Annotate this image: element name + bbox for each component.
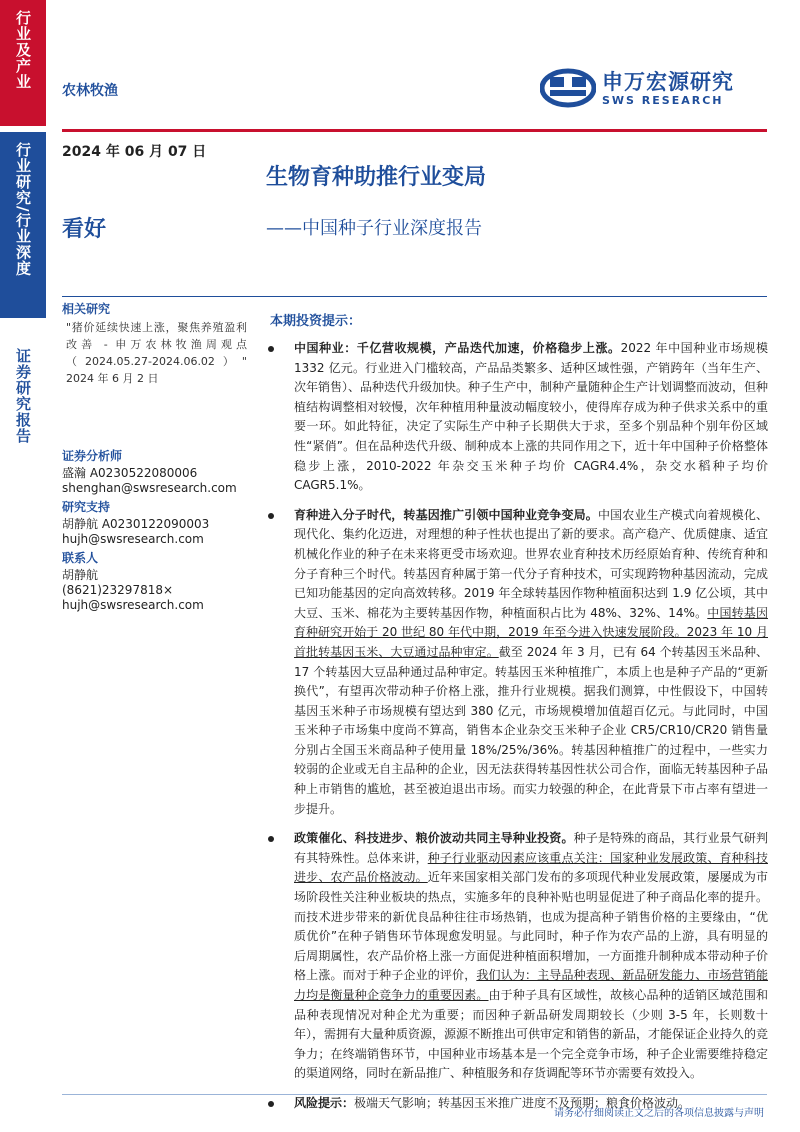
sidebar xyxy=(0,0,58,1132)
bullet-text: 种子是特殊的商品，其行业景气研判有其特殊性。总体来讲， xyxy=(294,831,768,865)
rating-label: 看好 xyxy=(62,217,107,242)
bullet-industry-overview xyxy=(266,339,768,496)
sidebar-block-research xyxy=(0,132,46,318)
bullet-text: 截至 2024 年 3 月，已有 64 个转基因玉米品种、17 个转基因大豆品种通过品种审定。转基因玉米种植推广，本质上也是种子产品的“更新换代”，有望再次带动种子价格上涨，推升行业规模。据我们测算，中性假设下，中国转基因玉米种子市场规模有望达到 380 亿元，市场规模增加值超百亿元。与此同时，中国玉米种子市场集中度尚不算高，销售本企业杂交玉米种子企业 CR5/CR10/CR20 销售量分别占全国玉米商品种子使用量 18%/25%/36%。转基因种植推广的过程中，一些实力较弱的企业或无自主品种的企业，因无法获得转基因性状公司合作，面临无转基因种子品种上市销售的尴尬，甚至被迫退出市场。而实力较强的种企，在此背景下市占率有望进一步提升。 xyxy=(294,644,768,816)
support-email[interactable]: hujh@swsresearch.com xyxy=(62,532,204,546)
contact-phone: (8621)23297818× xyxy=(62,583,174,597)
title-divider xyxy=(62,296,767,297)
header-divider xyxy=(62,129,767,132)
bullet-underlined-text: 我们认为：主导品种表现、新品研发能力、市场营销能力均是衡量种企竞争力的重要因素。 xyxy=(294,968,768,1002)
footer-disclaimer-link[interactable]: 请务必仔细阅读正文之后的各项信息披露与声明 xyxy=(554,1108,764,1119)
sidebar-block-research-label: 行业研究/行业深度 xyxy=(14,142,32,277)
bullet-lead: 政策催化、科技进步、粮价波动共同主导种业投资。 xyxy=(294,831,574,846)
bullet-dot-icon xyxy=(268,346,274,352)
logo-text-en: SWS RESEARCH xyxy=(602,93,724,107)
bullet-text: 中国农业生产模式向着规模化、现代化、集约化迈进，对理想的种子性状也提出了新的要求。高产稳产、优质健康、适宜机械化作业的种子在未来将更受市场欢迎。世界农业育种技术历经原始育种、传统育种和分子育种三个时代。转基因育种属于第一代分子育种技术，可实现跨物种基因流动，完成已知功能基因的定向高效转移。2019 年全球转基因作物种植面积达到 1.9 亿公顷，其中大豆、玉米、棉花为主要转基因作物，种植面积占比为 48%、32%、14%。 xyxy=(294,507,768,620)
bullet-dot-icon xyxy=(268,1101,274,1107)
bullet-gmo-breeding xyxy=(266,506,768,820)
bullet-dot-icon xyxy=(268,836,274,842)
main-content xyxy=(266,310,768,1124)
contact-heading: 联系人 xyxy=(62,551,99,565)
bullet-underlined-text: 种子行业驱动因素应该重点关注：国家种业发展政策、育种科技进步、农产品价格波动。 xyxy=(294,850,768,885)
analyst-name: 盛瀚 A0230522080006 xyxy=(62,466,198,480)
bullet-text: 2022 年中国种业市场规模 1332 亿元。行业进入门槛较高，产品品类繁多、适种区域性强，产销跨年（当年生产、次年销售）、品种迭代升级加快。种子生产中，制种产量随种企生产计划调整而波动，但种植结构调整相对较慢，次年种植用种量波动幅度较小，使得库存成为种子供求关系中的重要一环。如此特征，决定了实际生产中种子长期供大于求，至多个别品种个别年份区域性“紧俏”。但在品种迭代升级、制种成本上涨的共同作用之下，近十年中国种子价格整体稳步上涨，2010-2022 年杂交玉米种子均价 CAGR4.4%，杂交水稻种子均价 CAGR5.1%。 xyxy=(294,341,769,493)
logo-mark-icon xyxy=(540,68,596,108)
bullet-lead: 风险提示： xyxy=(294,1095,355,1110)
bullet-lead: 育种进入分子时代，转基因推广引领中国种业竞争变局。 xyxy=(294,507,598,522)
report-title: 生物育种助推行业变局 xyxy=(266,165,487,190)
bullet-dot-icon xyxy=(268,513,274,519)
contact-name: 胡静航 xyxy=(62,568,99,582)
sidebar-block-report xyxy=(0,324,46,1132)
support-heading: 研究支持 xyxy=(62,500,111,514)
bullet-text: 近年来国家相关部门发布的多项现代种业发展政策，屡屡成为市场阶段性关注种业板块的热点，实施多年的良种补贴也明显促进了种子商品化率的提升。而技术进步带来的新优良品种往往市场热销，也成为提高种子销售价格的主要缘由，“优质优价”在种子销售环节体现愈发明显。与此同时，种子作为农产品的上游，具有明显的后周期属性，农产品价格上涨一方面促进种植面积增加，一方面推升制种成本带动种子价格上涨。而对于种子企业的评价， xyxy=(294,870,768,983)
logo-text-cn: 申万宏源研究 xyxy=(602,69,734,94)
analyst-email[interactable]: shenghan@swsresearch.com xyxy=(62,481,237,495)
support-name: 胡静航 A0230122090003 xyxy=(62,517,210,531)
sidebar-block-industry-label: 行业及产业 xyxy=(14,10,32,90)
footer-divider xyxy=(62,1094,767,1095)
related-research-heading: 相关研究 xyxy=(62,302,111,316)
related-research-link[interactable]: "猪价延续快速上涨，聚焦养殖盈利改善 - 申万农林牧渔周观点（2024.05.27-2024.06.02）" 2024 年 6 月 2 日 xyxy=(66,321,247,385)
sidebar-block-industry xyxy=(0,0,46,126)
contact-email[interactable]: hujh@swsresearch.com xyxy=(62,598,204,612)
sidebar-block-report-label: 证券研究报告 xyxy=(14,348,32,444)
bullet-investment-drivers xyxy=(266,829,768,1084)
bullet-text: 极端天气影响；转基因玉米推广进度不及预期；粮食价格波动。 xyxy=(354,1095,691,1110)
bullet-lead: 中国种业：千亿营收规模，产品迭代加速，价格稳步上涨。 xyxy=(294,341,621,355)
company-logo xyxy=(540,68,734,108)
analyst-heading: 证券分析师 xyxy=(62,449,123,463)
bullet-underlined-text: 中国转基因育种研究开始于 20 世纪 80 年代中期，2019 年至今进入快速发展阶段。2023 年 10 月首批转基因玉米、大豆通过品种审定。 xyxy=(294,605,768,659)
report-date: 2024 年 06 月 07 日 xyxy=(62,144,207,160)
sector-label: 农林牧渔 xyxy=(62,83,118,99)
left-column xyxy=(62,302,247,613)
section-title: 本期投资提示： xyxy=(270,314,362,329)
bullet-text: 由于种子具有区域性，故核心品种的适销区域范围和品种表现情况对种企尤为重要；而因种子新品研发周期较长（少则 3-5 年，长则数十年），需拥有大量种质资源，源源不断推出可供审定和销售的新品，才能保证企业持久的竞争力；在终端销售环节，中国种业市场基本是一个完全竞争市场，种子企业需要维持稳定的渠道网络，同时在新品推广、种植服务和存货调配等环节亦需要有效投入。 xyxy=(294,988,769,1081)
report-subtitle: ——中国种子行业深度报告 xyxy=(266,218,482,239)
